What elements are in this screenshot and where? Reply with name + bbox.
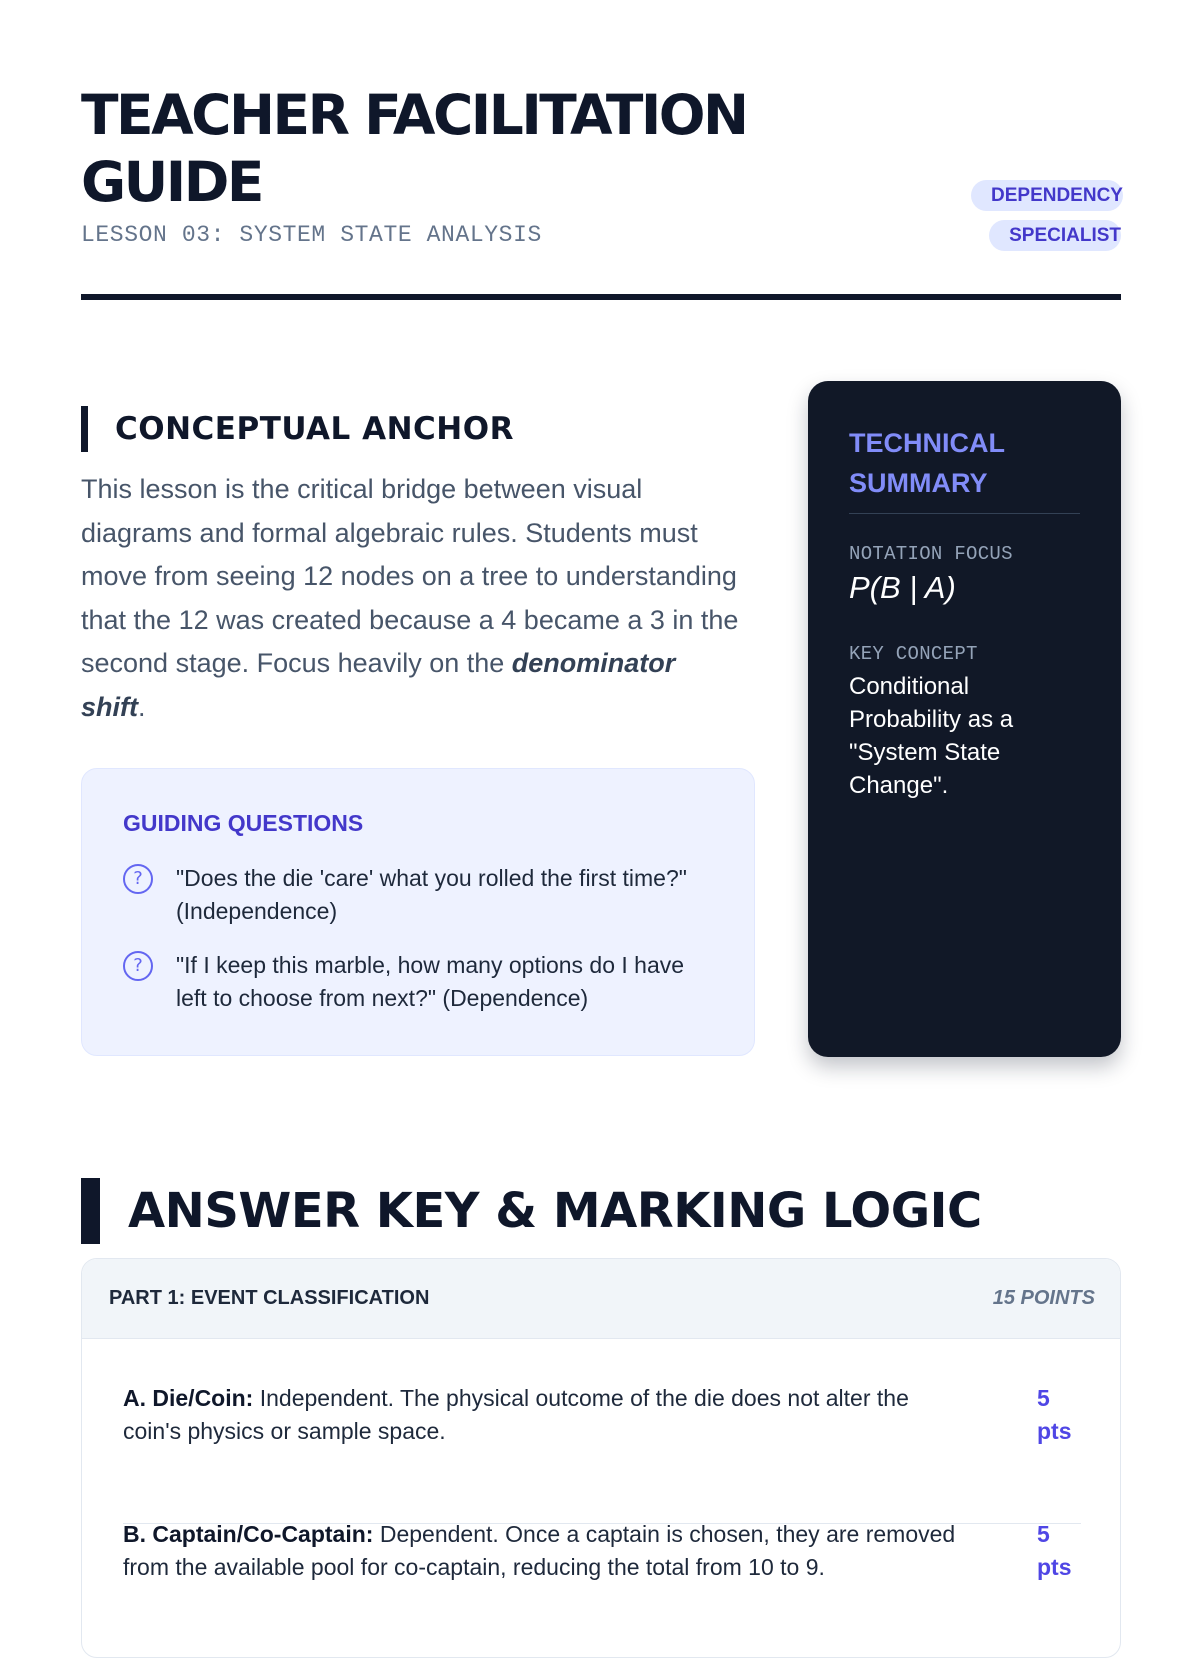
- role-badge: [971, 176, 1121, 256]
- lesson-subtitle: LESSON 03: SYSTEM STATE ANALYSIS: [81, 222, 542, 248]
- conceptual-anchor-body: [81, 468, 741, 729]
- role-badge-label: DEPENDENCY SPECIALIST: [971, 180, 1123, 251]
- answer-item-explanation: Independent. The physical outcome of the die does not alter the coin's physics or sample space.: [123, 1385, 909, 1444]
- header-divider: [81, 294, 1121, 300]
- answer-item-text: [123, 1382, 963, 1448]
- answer-item-text: [123, 1518, 963, 1584]
- answer-item-label: A. Die/Coin:: [123, 1385, 254, 1411]
- facilitation-guide-page: [81, 0, 1123, 1580]
- guiding-question-text: "If I keep this marble, how many options do I have left to choose from next?" (Dependence): [176, 952, 685, 1011]
- notation-formula: P(B | A): [849, 570, 956, 605]
- part-1-card: [81, 1258, 1121, 1658]
- key-concept-text: Conditional Probability as a "System State Change".: [849, 673, 1014, 799]
- guide-header: [81, 0, 1121, 300]
- page-title: TEACHER FACILITATION GUIDE: [81, 83, 747, 214]
- part-1-points: 15 POINTS: [992, 1287, 1095, 1309]
- part-1-header: [82, 1259, 1120, 1339]
- answer-item-explanation: Dependent. Once a captain is chosen, they are removed from the available pool for co-captain, reducing the total from 10 to 9.: [123, 1521, 956, 1580]
- answer-item-points: 5 pts: [1037, 1385, 1072, 1444]
- question-circle-icon: ?: [123, 864, 153, 894]
- guiding-questions-title: GUIDING QUESTIONS: [123, 810, 364, 836]
- anchor-body-end: .: [138, 691, 146, 722]
- anchor-body-text: This lesson is the critical bridge between visual diagrams and formal algebraic rules. Students must move from seeing 12 nodes on a tree to understanding that the 12 was created because a 4 became a 3 in the second stage. Focus heavily on the: [81, 474, 739, 678]
- technical-summary-title: TECHNICAL SUMMARY: [849, 428, 1005, 498]
- answer-key-heading: ANSWER KEY & MARKING LOGIC: [81, 1178, 982, 1244]
- question-circle-icon: ?: [123, 951, 153, 981]
- guiding-question-text: "Does the die 'care' what you rolled the first time?" (Independence): [176, 865, 687, 924]
- anchor-body-emphasis: denominator shift: [81, 648, 676, 722]
- notation-focus-label: NOTATION FOCUS: [849, 543, 1013, 565]
- key-concept-label: KEY CONCEPT: [849, 643, 978, 665]
- part-1-title: PART 1: EVENT CLASSIFICATION: [109, 1287, 430, 1309]
- technical-summary-divider: [849, 513, 1080, 514]
- answer-item-points: 5 pts: [1037, 1521, 1072, 1580]
- guiding-question-item: [123, 949, 703, 1015]
- guiding-question-item: [123, 862, 703, 928]
- guiding-questions-box: [81, 768, 755, 1056]
- conceptual-anchor-heading: CONCEPTUAL ANCHOR: [81, 406, 514, 452]
- answer-item-label: B. Captain/Co-Captain:: [123, 1521, 374, 1547]
